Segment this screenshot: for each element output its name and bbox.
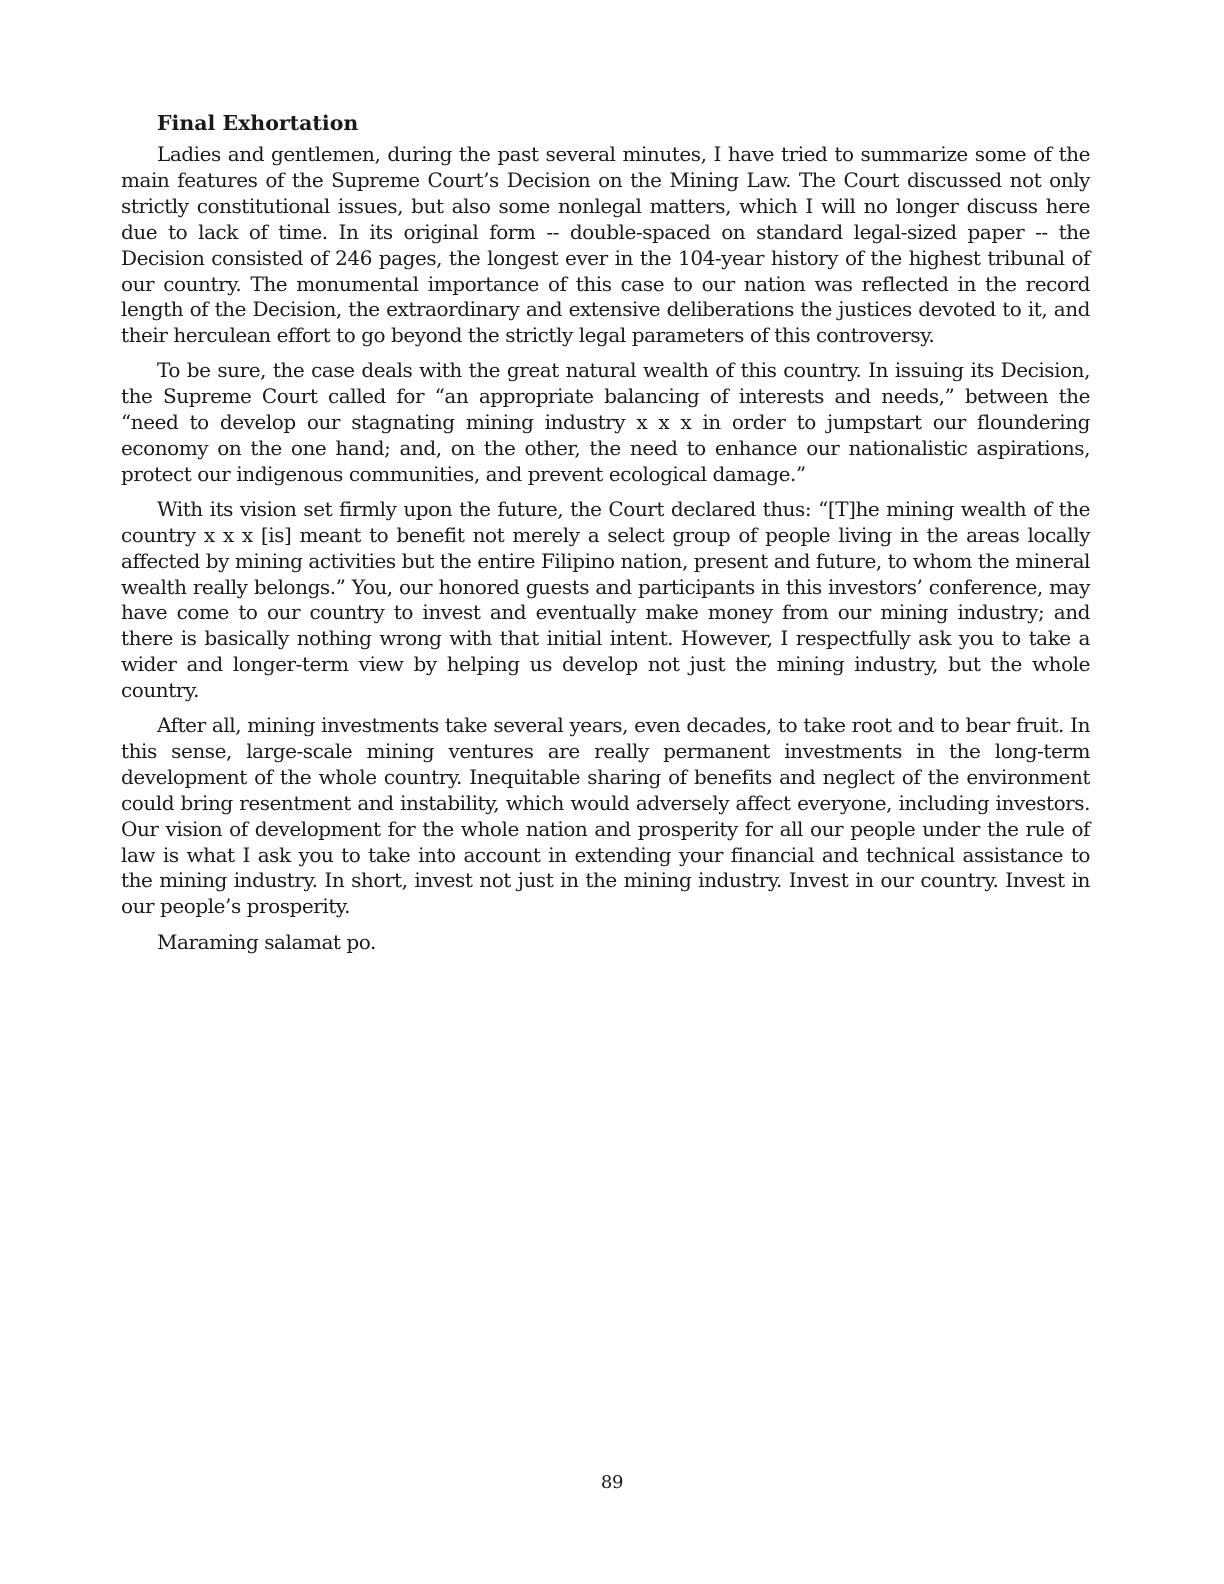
closing-line: Maraming salamat po. (157, 930, 376, 955)
paragraph-3: With its vision set firmly upon the future, the Court declared thus: “[T]he mining wealth of the country x x x [is] meant to benefit not merely a select group of people living in the areas locally affected by mining activities but the entire Filipino nation, present and future, to whom the mineral wealth really belongs.” You, our honored guests and participants in this investors’ conference, may have come to our country to invest and eventually make money from our mining industry; and there is basically nothing wrong with that initial intent. However, I respectfully ask you to take a wider and longer-term view by helping us develop not just the mining industry, but the whole country. (121, 496, 1090, 703)
page-number: 89 (600, 1472, 624, 1493)
document-body (121, 108, 1090, 955)
paragraph-4: After all, mining investments take several years, even decades, to take root and to bear fruit. In this sense, large-scale mining ventures are really permanent investments in the long-term development of the whole country. Inequitable sharing of benefits and neglect of the environment could bring resentment and instability, which would adversely affect everyone, including investors. Our vision of development for the whole nation and prosperity for all our people under the rule of law is what I ask you to take into account in extending your financial and technical assistance to the mining industry. In short, invest not just in the mining industry. Invest in our country. Invest in our people’s prosperity. (121, 713, 1090, 919)
paragraph-1: Ladies and gentlemen, during the past several minutes, I have tried to summarize some of the main features of the Supreme Court’s Decision on the Mining Law. The Court discussed not only strictly constitutional issues, but also some nonlegal matters, which I will no longer discuss here due to lack of time. In its original form -- double-spaced on standard legal-sized paper -- the Decision consisted of 246 pages, the longest ever in the 104-year history of the highest tribunal of our country. The monumental importance of this case to our nation was reflected in the record length of the Decision, the extraordinary and extensive deliberations the justices devoted to it, and their herculean effort to go beyond the strictly legal parameters of this controversy. (121, 142, 1090, 348)
section-heading: Final Exhortation (157, 111, 359, 135)
paragraph-2: To be sure, the case deals with the great natural wealth of this country. In issuing its Decision, the Supreme Court called for “an appropriate balancing of interests and needs,” between the “need to develop our stagnating mining industry x x x in order to jumpstart our floundering economy on the one hand; and, on the other, the need to enhance our nationalistic aspirations, protect our indigenous communities, and prevent ecological damage.” (121, 358, 1090, 486)
